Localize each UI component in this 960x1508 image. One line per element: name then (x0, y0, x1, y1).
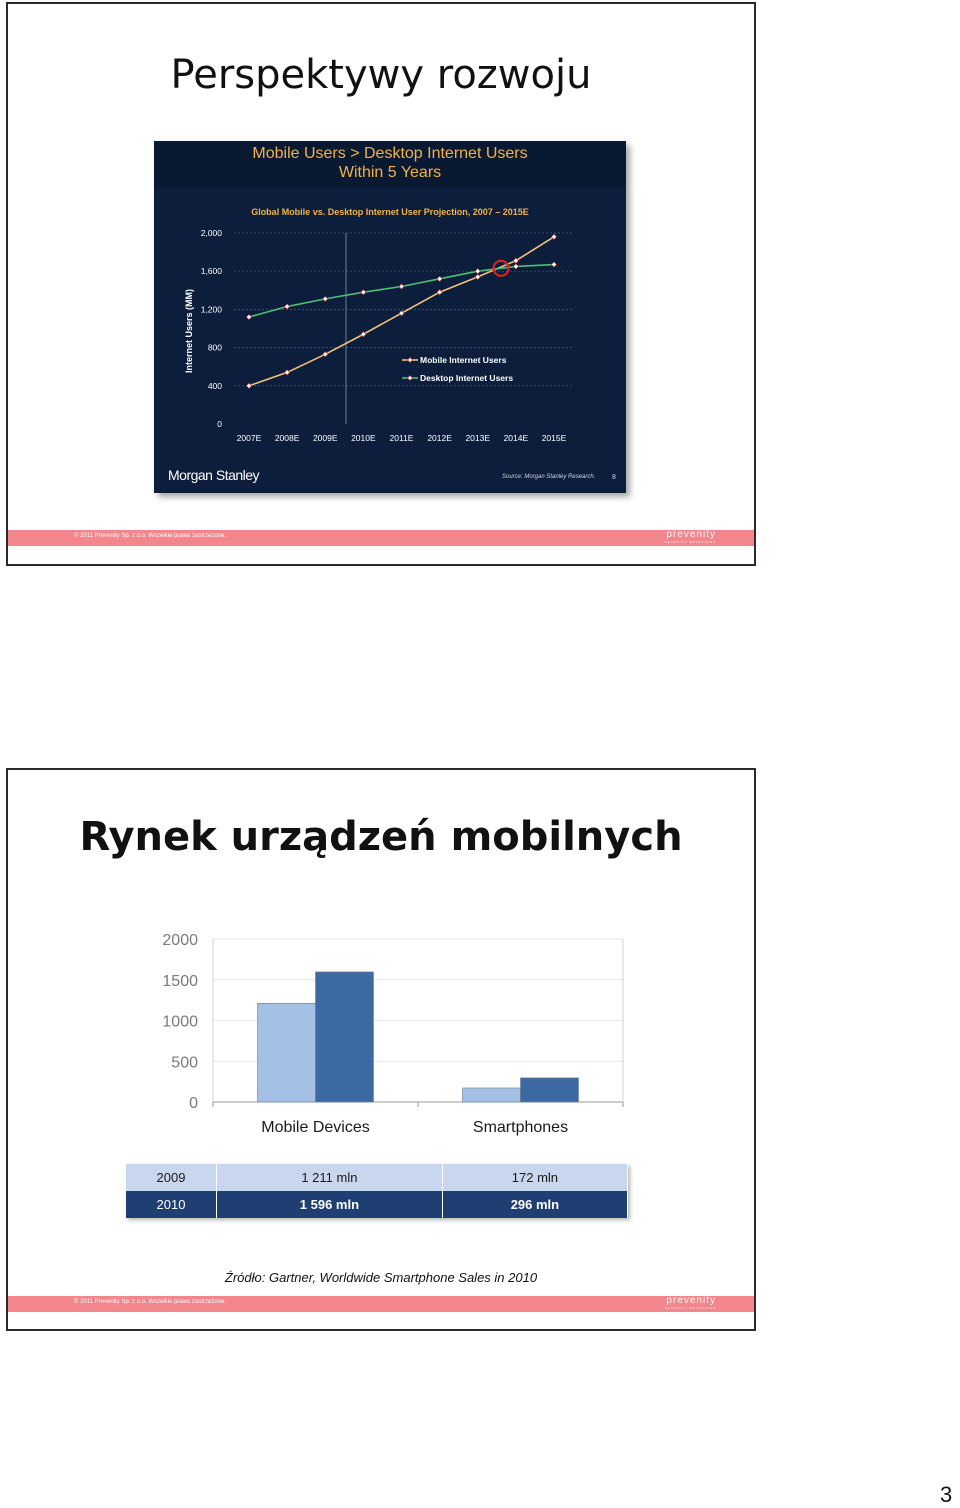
y-tick-label: 1500 (162, 972, 198, 990)
x-tick-label: 2015E (541, 433, 567, 443)
slide-title: Perspektywy rozwoju (170, 52, 592, 98)
slide-footer (8, 1296, 754, 1312)
y-tick-label: 2000 (162, 932, 198, 949)
x-tick-label: 2010E (351, 433, 376, 443)
slide-1 (6, 2, 756, 566)
legend-marker (408, 358, 413, 363)
data-table (126, 1164, 628, 1218)
x-tick-label: 2008E (274, 433, 300, 443)
y-tick-label: 400 (207, 380, 222, 391)
x-category-label: Smartphones (472, 1119, 569, 1136)
bar-chart (8, 770, 754, 1330)
x-tick-label: 2012E (427, 433, 452, 443)
slide-title: Rynek urządzeń mobilnych (79, 814, 683, 860)
bar-2010 (521, 1078, 579, 1102)
page-number: 3 (940, 1482, 953, 1507)
prevenity-logo: prevenity (666, 1295, 716, 1306)
y-tick-label: 1,600 (200, 266, 222, 277)
series-point (437, 276, 442, 281)
series-point (246, 314, 251, 319)
x-tick-label: 2011E (389, 433, 414, 443)
bar-2010 (316, 972, 374, 1102)
chart-source: Source: Morgan Stanley Research. (502, 474, 596, 480)
table-cell-year: 2010 (126, 1191, 217, 1218)
x-tick-label: 2007E (236, 433, 262, 443)
legend-label: Mobile Internet Users (420, 355, 507, 365)
series-point (361, 290, 366, 295)
y-tick-label: 1000 (162, 1013, 198, 1031)
series-point (246, 383, 251, 388)
series-point (475, 269, 480, 274)
series-point (513, 264, 518, 269)
table-row (126, 1191, 628, 1218)
table-cell-year: 2009 (126, 1164, 217, 1191)
embedded-headline-line2: Within 5 Years (338, 164, 442, 181)
embedded-chart-panel (154, 141, 626, 493)
morgan-stanley-logo: Morgan Stanley (168, 467, 260, 483)
series-point (285, 304, 290, 309)
table-cell-mobile: 1 596 mln (217, 1191, 443, 1218)
prevenity-logo-sub: SECURITY SOLUTIONS (664, 540, 716, 544)
legend-marker (408, 376, 413, 381)
y-axis-label: Internet Users (MM) (184, 288, 194, 374)
prevenity-logo: prevenity (666, 529, 716, 540)
y-tick-label: 0 (217, 419, 222, 429)
y-tick-label: 1,200 (200, 304, 222, 315)
embedded-page-number: 8 (612, 474, 616, 481)
table-row (126, 1164, 628, 1191)
embedded-headline-line1: Mobile Users > Desktop Internet Users (252, 145, 528, 162)
series-point (475, 274, 480, 279)
slide-2 (6, 768, 756, 1331)
y-tick-label: 500 (171, 1054, 198, 1072)
slide-footer (8, 530, 754, 546)
legend-label: Desktop Internet Users (420, 373, 514, 383)
x-tick-label: 2009E (312, 433, 338, 443)
y-tick-label: 2,000 (200, 228, 222, 238)
line-chart (154, 141, 626, 493)
footer-copyright: © 2011 Prevenity Sp. z o.o. Wszelkie prawa zastrzeżone. (74, 533, 227, 539)
x-category-label: Mobile Devices (261, 1119, 370, 1136)
series-point (323, 296, 328, 301)
bar-2009 (258, 1003, 316, 1102)
series-point (399, 284, 404, 289)
table-cell-mobile: 1 211 mln (217, 1164, 443, 1191)
y-tick-label: 800 (207, 342, 222, 353)
prevenity-logo-sub: SECURITY SOLUTIONS (664, 1306, 716, 1310)
source-note: Źródło: Gartner, Worldwide Smartphone Sales in 2010 (224, 1270, 538, 1285)
bar-2009 (463, 1088, 521, 1102)
table-cell-smart: 172 mln (442, 1164, 627, 1191)
chart-title: Global Mobile vs. Desktop Internet User Projection, 2007 – 2015E (251, 207, 529, 217)
x-tick-label: 2014E (503, 433, 529, 443)
y-tick-label: 0 (189, 1095, 198, 1112)
series-point (285, 370, 290, 375)
x-tick-label: 2013E (465, 433, 491, 443)
table-cell-smart: 296 mln (442, 1191, 627, 1218)
footer-copyright: © 2011 Prevenity Sp. z o.o. Wszelkie prawa zastrzeżone. (74, 1299, 227, 1305)
series-point (551, 262, 556, 267)
